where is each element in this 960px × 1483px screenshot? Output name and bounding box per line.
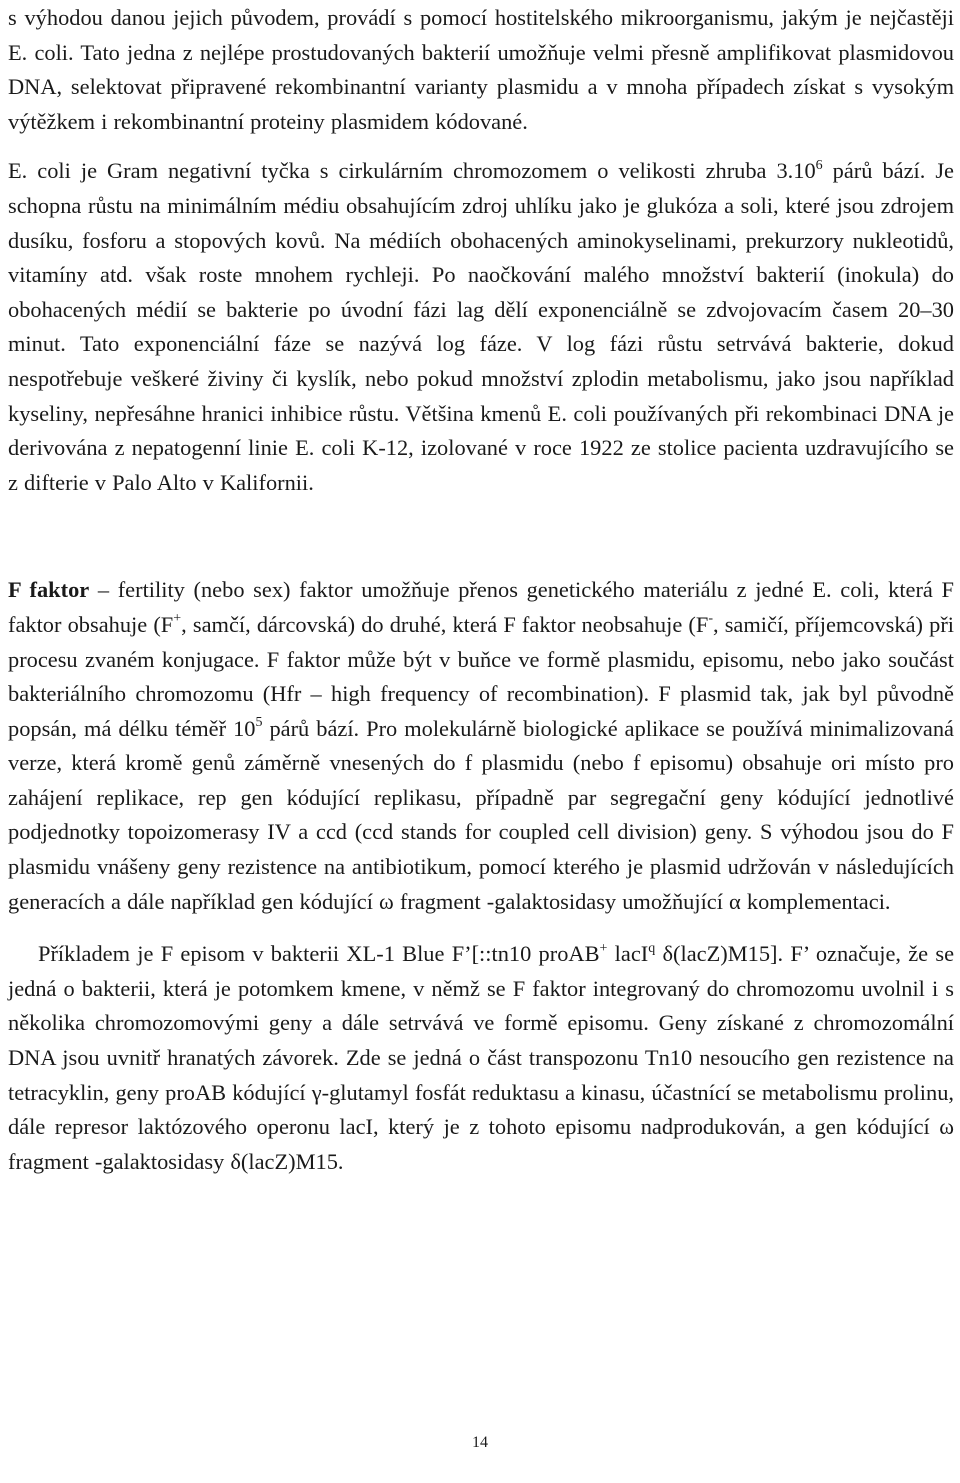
- superscript-q: q: [648, 940, 656, 956]
- paragraph-ecoli-description: [8, 154, 954, 500]
- superscript-plus: +: [173, 611, 182, 627]
- superscript-exponent: 6: [815, 157, 823, 173]
- paragraph-text: – fertility (nebo sex) faktor umožňuje přenos genetického materiálu z jedné E. coli, která F faktor obsahuje (F: [8, 577, 954, 637]
- paragraph-f-episom-example: [8, 937, 954, 1179]
- superscript-plus: +: [599, 940, 608, 956]
- term-f-faktor: F faktor: [8, 577, 90, 603]
- paragraph-f-faktor: [8, 573, 954, 919]
- paragraph-text: E. coli je Gram negativní tyčka s cirkulárním chromozomem o velikosti zhruba 3.10: [8, 158, 816, 184]
- superscript-exponent: 5: [255, 715, 263, 731]
- paragraph-text: lacI: [607, 941, 649, 967]
- paragraph-text: δ(lacZ)M15]. F’ označuje, že se jedná o bakterii, která je potomkem kmene, v němž se F faktor integrovaný do chromozomu uvolnil i s několika chromozomovými geny a dále setrvává ve formě episomu. Geny získané z chromozomální DNA jsou uvnitř hranatých závorek. Zde se jedná o část transpozonu Tn10 nesoucího gen rezistence na tetracyklin, geny proAB kódující γ-glutamyl fosfát reduktasu a kinasu, účastnící se metabolismu prolinu, dále represor laktózového operonu lacI, který je z tohoto episomu nadprodukován, a gen kódující ω fragment -galaktosidasy δ(lacZ)M15.: [8, 941, 955, 1174]
- paragraph-text: párů bází. Je schopna růstu na minimálním médiu obsahujícím zdroj uhlíku jako je glukóza a soli, které jsou zdrojem dusíku, fosforu a stopových kovů. Na médiích obohacených aminokyselinami, prekurzory nukleotidů, vitamíny atd. však roste mnohem rychleji. Po naočkování malého množství bakterií (inokula) do obohacených médií se bakterie po úvodní fázi lag dělí exponenciálně se zdvojovacím časem 20–30 minut. Tato exponenciální fáze se nazývá log fáze. V log fázi růstu setrvává bakterie, dokud nespotřebuje veškeré živiny či kyslík, nebo pokud množství zplodin metabolismu, jako jsou například kyseliny, nepřesáhne hranici inhibice růstu. Většina kmenů E. coli používaných při rekombinaci DNA je derivována z nepatogenní linie E. coli K-12, izolované v roce 1922 ze stolice pacienta uzdravujícího se z difterie v Palo Alto v Kalifornii.: [8, 158, 954, 495]
- paragraph-text: Příkladem je F episom v bakterii XL-1 Blue F’[::tn10 proAB: [38, 941, 600, 967]
- superscript-minus: -: [708, 611, 713, 627]
- page-number: 14: [472, 1434, 488, 1451]
- paragraph-hostitelsky-organismus: [8, 0, 954, 139]
- paragraph-text: , samčí, dárcovská) do druhé, která F faktor neobsahuje (F: [181, 611, 709, 637]
- paragraph-text: , samičí, příjemcovská) při procesu zvaném konjugace. F faktor může být v buňce ve formě plasmidu, episomu, nebo jako součást bakteriálního chromozomu (Hfr – high frequency of recombination). F plasmid tak, jak byl původně popsán, má délku téměř 10: [8, 611, 954, 741]
- paragraph-text: párů bází. Pro molekulárně biologické aplikace se používá minimalizovaná verze, která kromě genů záměrně vnesených do f plasmidu (nebo f episomu) obsahuje ori místo pro zahájení replikace, rep gen kódující replikasu, případně par segregační geny kódující jednotlivé podjednotky topoizomerasy IV a ccd (ccd stands for coupled cell division) geny. S výhodou jsou do F plasmidu vnášeny geny rezistence na antibiotikum, pomocí kterého je plasmid udržován v následujících generacích a dále například gen kódující ω fragment -galaktosidasy umožňující α komplementaci.: [8, 715, 954, 914]
- paragraph-text: s výhodou danou jejich původem, provádí s pomocí hostitelského mikroorganismu, jakým je nejčastěji E. coli. Tato jedna z nejlépe prostudovaných bakterií umožňuje velmi přesně amplifikovat plasmidovou DNA, selektovat připravené rekombinantní varianty plasmidu a v mnoha případech získat s vysokým výtěžkem i rekombinantní proteiny plasmidem kódované.: [8, 5, 954, 134]
- document-page: [8, 0, 954, 1179]
